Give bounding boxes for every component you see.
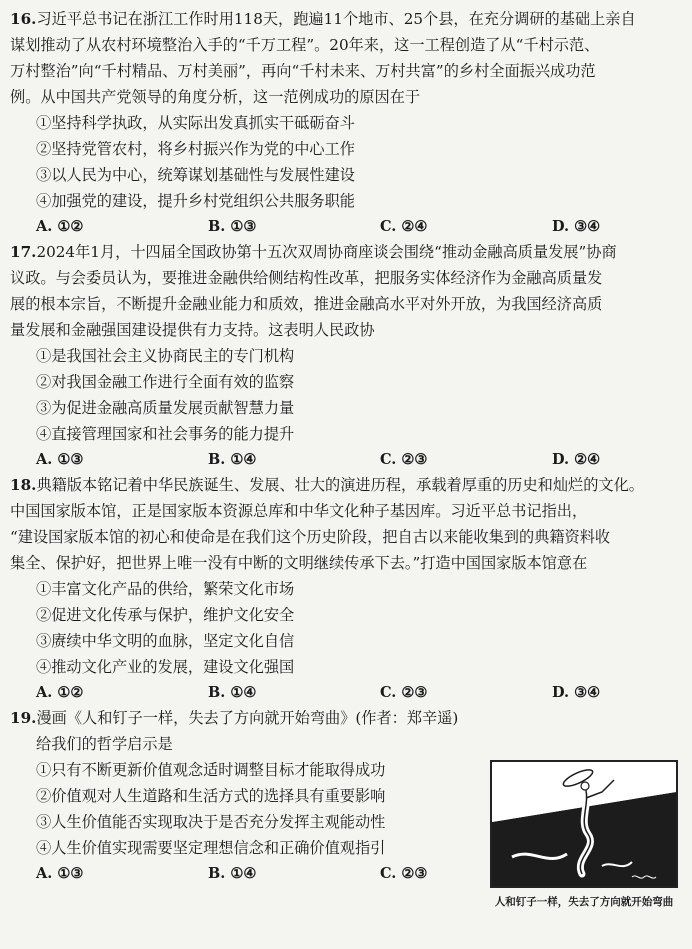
question-number: 18. xyxy=(10,476,37,494)
question-number: 17. xyxy=(10,243,37,261)
option-statement: ①是我国社会主义协商民主的专门机构 xyxy=(36,347,295,365)
question-16 xyxy=(10,6,674,239)
stem-line: 典籍版本铭记着中华民族诞生、发展、壮大的演进历程，承载着厚重的历史和灿烂的文化。 xyxy=(36,476,644,494)
choice-d[interactable]: D. ③④ xyxy=(552,218,601,235)
choice-b[interactable]: B. ①③ xyxy=(208,218,257,235)
question-number: 16. xyxy=(10,10,37,28)
cartoon-figure xyxy=(484,760,684,916)
choice-b[interactable]: B. ①④ xyxy=(208,684,257,701)
option-statement: ③人生价值能否实现取决于是否充分发挥主观能动性 xyxy=(36,813,386,831)
answer-choices xyxy=(10,680,674,705)
option-statement: ①丰富文化产品的供给，繁荣文化市场 xyxy=(36,580,295,598)
option-statement: ②坚持党管农村，将乡村振兴作为党的中心工作 xyxy=(36,140,355,158)
question-number: 19. xyxy=(10,709,37,727)
stem-line: 集全、保护好，把世界上唯一没有中断的文明继续传承下去。”打造中国国家版本馆意在 xyxy=(10,554,588,572)
option-statement: ③赓续中华文明的血脉，坚定文化自信 xyxy=(36,632,295,650)
choice-c[interactable]: C. ②③ xyxy=(380,865,428,882)
option-statement: ④加强党的建设，提升乡村党组织公共服务职能 xyxy=(36,192,355,210)
choice-c[interactable]: C. ②④ xyxy=(380,218,428,235)
stem-line: 议政。与会委员认为，要推进金融供给侧结构性改革，把服务实体经济作为金融高质量发 xyxy=(10,269,603,287)
stem-line: 给我们的哲学启示是 xyxy=(36,735,173,753)
stem-line: 量发展和金融强国建设提供有力支持。这表明人民政协 xyxy=(10,321,375,339)
option-statement: ②促进文化传承与保护，维护文化安全 xyxy=(36,606,295,624)
stem-line: 展的根本宗旨，不断提升金融业能力和质效，推进金融高水平对外开放，为我国经济高质 xyxy=(10,295,603,313)
stem-line: 谋划推动了从农村环境整治入手的“千万工程”。20年来，这一工程创造了从“千村示范、 xyxy=(10,36,600,54)
option-statement: ④推动文化产业的发展，建设文化强国 xyxy=(36,658,295,676)
choice-c[interactable]: C. ②③ xyxy=(380,451,428,468)
option-statement: ①只有不断更新价值观念适时调整目标才能取得成功 xyxy=(36,761,386,779)
question-18 xyxy=(10,472,674,705)
cartoon-caption: 人和钉子一样，失去了方向就开始弯曲 xyxy=(494,896,674,908)
question-17 xyxy=(10,239,674,472)
choice-a[interactable]: A. ①② xyxy=(36,218,84,235)
stem-line: 2024年1月，十四届全国政协第十五次双周协商座谈会围绕“推动金融高质量发展”协商 xyxy=(36,243,617,261)
stem-line: 习近平总书记在浙江工作时用118天，跑遍11个地市、25个县，在充分调研的基础上亲自 xyxy=(36,10,636,28)
answer-choices xyxy=(10,214,674,239)
stem-line: 漫画《人和钉子一样，失去了方向就开始弯曲》(作者：郑辛遥) xyxy=(36,709,459,727)
cartoon-image xyxy=(490,760,678,888)
choice-b[interactable]: B. ①④ xyxy=(208,865,257,882)
answer-choices xyxy=(10,447,674,472)
choice-d[interactable]: D. ③④ xyxy=(552,684,601,701)
choice-a[interactable]: A. ①③ xyxy=(36,451,84,468)
bent-nail-person-illustration xyxy=(492,762,676,886)
option-statement: ②价值观对人生道路和生活方式的选择具有重要影响 xyxy=(36,787,386,805)
choice-a[interactable]: A. ①③ xyxy=(36,865,84,882)
option-statement: ④人生价值实现需要坚定理想信念和正确价值观指引 xyxy=(36,839,386,857)
option-statement: ③为促进金融高质量发展贡献智慧力量 xyxy=(36,399,295,417)
option-statement: ①坚持科学执政，从实际出发真抓实干砥砺奋斗 xyxy=(36,114,355,132)
option-statement: ②对我国金融工作进行全面有效的监察 xyxy=(36,373,295,391)
stem-line: “建设国家版本馆的初心和使命是在我们这个历史阶段，把自古以来能收集到的典籍资料收 xyxy=(10,528,611,546)
option-statement: ③以人民为中心，统筹谋划基础性与发展性建设 xyxy=(36,166,355,184)
choice-c[interactable]: C. ②③ xyxy=(380,684,428,701)
option-statement: ④直接管理国家和社会事务的能力提升 xyxy=(36,425,295,443)
choice-b[interactable]: B. ①④ xyxy=(208,451,257,468)
choice-a[interactable]: A. ①② xyxy=(36,684,84,701)
stem-line: 万村整治”向“千村精品、万村美丽”，再向“千村未来、万村共富”的乡村全面振兴成功范 xyxy=(10,62,596,80)
stem-line: 中国国家版本馆，正是国家版本资源总库和中华文化种子基因库。习近平总书记指出， xyxy=(10,502,588,520)
stem-line: 例。从中国共产党领导的角度分析，这一范例成功的原因在于 xyxy=(10,88,421,106)
choice-d[interactable]: D. ②④ xyxy=(552,451,601,468)
